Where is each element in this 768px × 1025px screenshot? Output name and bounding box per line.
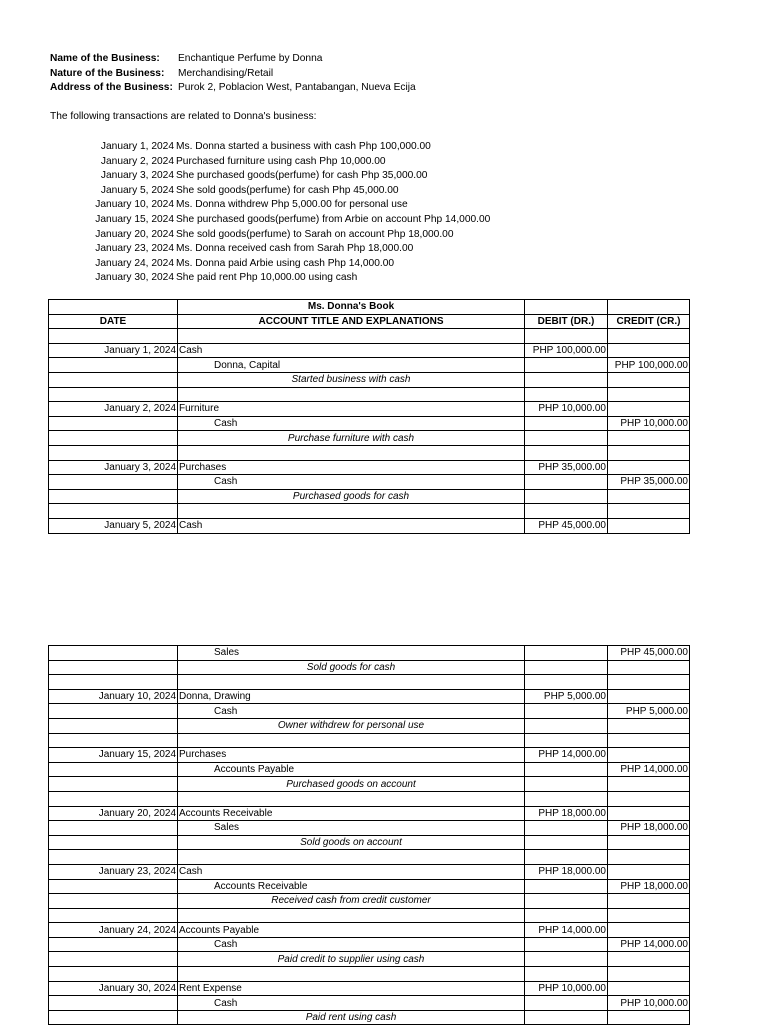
journal-row-expl bbox=[49, 952, 690, 967]
credit-amount-empty bbox=[608, 343, 690, 358]
entry-date-empty bbox=[49, 996, 178, 1011]
credit-amount: PHP 10,000.00 bbox=[608, 416, 690, 431]
journal-row-debit bbox=[49, 518, 690, 533]
blank-cell bbox=[525, 504, 608, 519]
credit-amount-empty bbox=[608, 835, 690, 850]
credit-amount-empty bbox=[608, 460, 690, 475]
journal-row-credit bbox=[49, 879, 690, 894]
explanation-cell bbox=[178, 431, 525, 446]
entry-date-empty bbox=[49, 835, 178, 850]
blank-cell bbox=[608, 967, 690, 982]
explanation-cell bbox=[178, 894, 525, 909]
blank-cell bbox=[178, 733, 525, 748]
credit-amount: PHP 45,000.00 bbox=[608, 646, 690, 661]
col-account-header: ACCOUNT TITLE AND EXPLANATIONS bbox=[178, 314, 525, 329]
journal-row-blank bbox=[49, 908, 690, 923]
explanation-text: Paid rent using cash bbox=[305, 1012, 397, 1024]
transaction-item bbox=[0, 228, 560, 243]
blank-cell bbox=[178, 504, 525, 519]
entry-date-empty bbox=[49, 777, 178, 792]
transaction-date: January 2, 2024 bbox=[100, 155, 174, 167]
debit-amount: PHP 5,000.00 bbox=[525, 689, 608, 704]
credit-account: Cash bbox=[178, 937, 525, 952]
blank-cell bbox=[49, 908, 178, 923]
journal-table-1 bbox=[48, 299, 690, 534]
transaction-item bbox=[0, 257, 560, 272]
entry-date: January 2, 2024 bbox=[49, 402, 178, 417]
explanation-text: Purchase furniture with cash bbox=[287, 432, 415, 444]
journal-table-2 bbox=[48, 645, 690, 1025]
blank-cell bbox=[608, 675, 690, 690]
transactions-list bbox=[0, 140, 560, 286]
journal-row-debit bbox=[49, 923, 690, 938]
transaction-text: She purchased goods(perfume) from Arbie on account Php 14,000.00 bbox=[176, 213, 491, 225]
debit-amount-empty bbox=[525, 894, 608, 909]
transaction-item bbox=[0, 184, 560, 199]
credit-amount-empty bbox=[608, 402, 690, 417]
blank-cell bbox=[178, 908, 525, 923]
business-address-value: Purok 2, Poblacion West, Pantabangan, Nueva Ecija bbox=[178, 82, 416, 94]
blank-cell bbox=[49, 329, 178, 344]
business-nature-label: Nature of the Business: bbox=[50, 67, 165, 79]
debit-amount-empty bbox=[525, 475, 608, 490]
entry-date-empty bbox=[49, 718, 178, 733]
credit-account: Cash bbox=[178, 475, 525, 490]
explanation-text: Purchased goods on account bbox=[286, 778, 416, 790]
credit-amount: PHP 5,000.00 bbox=[608, 704, 690, 719]
journal-row-credit bbox=[49, 646, 690, 661]
blank-cell bbox=[49, 387, 178, 402]
transaction-item bbox=[0, 242, 560, 257]
debit-account: Cash bbox=[178, 864, 525, 879]
transaction-date: January 10, 2024 bbox=[95, 199, 174, 211]
entry-date-empty bbox=[49, 372, 178, 387]
debit-amount-empty bbox=[525, 372, 608, 387]
debit-account: Furniture bbox=[178, 402, 525, 417]
transactions-intro: The following transactions are related to Donna's business: bbox=[50, 111, 317, 122]
credit-account: Donna, Capital bbox=[178, 358, 525, 373]
blank-cell bbox=[525, 675, 608, 690]
journal-row-debit bbox=[49, 402, 690, 417]
credit-amount-empty bbox=[608, 981, 690, 996]
blank-cell bbox=[178, 967, 525, 982]
journal-row-blank bbox=[49, 733, 690, 748]
entry-date: January 24, 2024 bbox=[49, 923, 178, 938]
journal-row-credit bbox=[49, 821, 690, 836]
debit-amount: PHP 10,000.00 bbox=[525, 402, 608, 417]
blank-cell bbox=[525, 445, 608, 460]
blank-cell bbox=[49, 675, 178, 690]
journal-row-credit bbox=[49, 416, 690, 431]
journal-row-credit bbox=[49, 762, 690, 777]
entry-date: January 10, 2024 bbox=[49, 689, 178, 704]
debit-amount: PHP 45,000.00 bbox=[525, 518, 608, 533]
entry-date-empty bbox=[49, 1010, 178, 1025]
entry-date-empty bbox=[49, 646, 178, 661]
explanation-text: Sold goods for cash bbox=[306, 661, 396, 673]
credit-amount: PHP 100,000.00 bbox=[608, 358, 690, 373]
transaction-item bbox=[0, 271, 560, 286]
debit-account: Accounts Receivable bbox=[178, 806, 525, 821]
explanation-cell bbox=[178, 660, 525, 675]
col-debit-header: DEBIT (DR.) bbox=[525, 314, 608, 329]
debit-amount-empty bbox=[525, 646, 608, 661]
journal-row-expl bbox=[49, 718, 690, 733]
journal-row-expl bbox=[49, 835, 690, 850]
blank-cell bbox=[608, 504, 690, 519]
explanation-cell bbox=[178, 1010, 525, 1025]
transaction-item bbox=[0, 140, 560, 155]
debit-account: Donna, Drawing bbox=[178, 689, 525, 704]
journal-row-debit bbox=[49, 981, 690, 996]
entry-date-empty bbox=[49, 358, 178, 373]
blank-cell bbox=[525, 733, 608, 748]
transaction-date: January 5, 2024 bbox=[100, 184, 174, 196]
transaction-date: January 20, 2024 bbox=[95, 228, 174, 240]
book-title: Ms. Donna's Book bbox=[178, 300, 525, 315]
credit-amount: PHP 18,000.00 bbox=[608, 821, 690, 836]
transaction-text: Purchased furniture using cash Php 10,000.00 bbox=[176, 155, 386, 167]
blank-cell bbox=[525, 850, 608, 865]
entry-date-empty bbox=[49, 660, 178, 675]
transaction-text: She sold goods(perfume) to Sarah on account Php 18,000.00 bbox=[176, 228, 454, 240]
transaction-item bbox=[0, 213, 560, 228]
credit-account: Cash bbox=[178, 416, 525, 431]
blank-cell bbox=[525, 387, 608, 402]
credit-amount-empty bbox=[608, 806, 690, 821]
journal-row-blank bbox=[49, 445, 690, 460]
blank-cell bbox=[525, 329, 608, 344]
journal-row-expl bbox=[49, 660, 690, 675]
entry-date-empty bbox=[49, 879, 178, 894]
journal-row-credit bbox=[49, 996, 690, 1011]
debit-account: Purchases bbox=[178, 748, 525, 763]
business-name-row bbox=[50, 52, 416, 67]
entry-date: January 30, 2024 bbox=[49, 981, 178, 996]
transaction-text: Ms. Donna started a business with cash Php 100,000.00 bbox=[176, 141, 431, 152]
credit-amount-empty bbox=[608, 489, 690, 504]
journal-row-blank bbox=[49, 387, 690, 402]
debit-account: Accounts Payable bbox=[178, 923, 525, 938]
business-address-label: Address of the Business: bbox=[50, 82, 173, 94]
blank-cell bbox=[178, 445, 525, 460]
journal-row-debit bbox=[49, 806, 690, 821]
transaction-date: January 15, 2024 bbox=[95, 213, 174, 225]
business-name-value: Enchantique Perfume by Donna bbox=[178, 53, 323, 64]
credit-amount-empty bbox=[608, 748, 690, 763]
journal-row-blank bbox=[49, 791, 690, 806]
journal-row-blank bbox=[49, 967, 690, 982]
credit-account: Accounts Receivable bbox=[178, 879, 525, 894]
blank-cell bbox=[608, 733, 690, 748]
blank-cell bbox=[525, 908, 608, 923]
debit-amount-empty bbox=[525, 431, 608, 446]
debit-amount-empty bbox=[525, 952, 608, 967]
blank-cell bbox=[49, 504, 178, 519]
debit-amount-empty bbox=[525, 718, 608, 733]
journal-row-debit bbox=[49, 689, 690, 704]
debit-amount-empty bbox=[525, 821, 608, 836]
credit-amount: PHP 14,000.00 bbox=[608, 937, 690, 952]
debit-amount-empty bbox=[525, 835, 608, 850]
blank-cell bbox=[49, 791, 178, 806]
journal-row-expl bbox=[49, 1010, 690, 1025]
credit-account: Cash bbox=[178, 996, 525, 1011]
debit-amount-empty bbox=[525, 777, 608, 792]
journal-row-blank bbox=[49, 504, 690, 519]
debit-amount: PHP 14,000.00 bbox=[525, 748, 608, 763]
journal-row-debit bbox=[49, 748, 690, 763]
entry-date-empty bbox=[49, 431, 178, 446]
credit-amount-empty bbox=[608, 689, 690, 704]
blank-cell bbox=[608, 329, 690, 344]
blank-cell bbox=[525, 791, 608, 806]
entry-date: January 23, 2024 bbox=[49, 864, 178, 879]
col-credit-header: CREDIT (CR.) bbox=[608, 314, 690, 329]
transaction-date: January 1, 2024 bbox=[100, 141, 174, 152]
transaction-date: January 30, 2024 bbox=[95, 272, 174, 284]
transaction-text: Ms. Donna received cash from Sarah Php 18,000.00 bbox=[176, 243, 414, 255]
debit-amount: PHP 10,000.00 bbox=[525, 981, 608, 996]
blank-cell bbox=[608, 445, 690, 460]
entry-date-empty bbox=[49, 704, 178, 719]
explanation-text: Paid credit to supplier using cash bbox=[277, 953, 425, 965]
credit-amount-empty bbox=[608, 660, 690, 675]
entry-date-empty bbox=[49, 489, 178, 504]
entry-date-empty bbox=[49, 416, 178, 431]
journal-row-expl bbox=[49, 894, 690, 909]
business-info bbox=[50, 52, 416, 96]
transaction-date: January 24, 2024 bbox=[95, 257, 174, 269]
journal-row-blank bbox=[49, 675, 690, 690]
transaction-text: She sold goods(perfume) for cash Php 45,000.00 bbox=[176, 184, 399, 196]
debit-amount: PHP 18,000.00 bbox=[525, 864, 608, 879]
credit-amount: PHP 14,000.00 bbox=[608, 762, 690, 777]
journal-row-blank bbox=[49, 329, 690, 344]
journal-row-expl bbox=[49, 372, 690, 387]
col-date-header: DATE bbox=[49, 314, 178, 329]
transaction-date: January 23, 2024 bbox=[95, 243, 174, 255]
journal-row-credit bbox=[49, 475, 690, 490]
transaction-item bbox=[0, 169, 560, 184]
blank-cell bbox=[49, 733, 178, 748]
blank-cell bbox=[608, 850, 690, 865]
debit-amount-empty bbox=[525, 704, 608, 719]
entry-date-empty bbox=[49, 894, 178, 909]
journal-title-row bbox=[49, 300, 690, 315]
debit-amount: PHP 18,000.00 bbox=[525, 806, 608, 821]
journal-row-expl bbox=[49, 489, 690, 504]
credit-amount: PHP 10,000.00 bbox=[608, 996, 690, 1011]
journal-row-blank bbox=[49, 850, 690, 865]
transaction-item bbox=[0, 155, 560, 170]
credit-amount-empty bbox=[608, 777, 690, 792]
entry-date: January 3, 2024 bbox=[49, 460, 178, 475]
journal-row-credit bbox=[49, 358, 690, 373]
debit-amount-empty bbox=[525, 358, 608, 373]
blank-cell bbox=[49, 850, 178, 865]
debit-amount: PHP 100,000.00 bbox=[525, 343, 608, 358]
blank-cell bbox=[178, 850, 525, 865]
explanation-cell bbox=[178, 777, 525, 792]
debit-account: Purchases bbox=[178, 460, 525, 475]
entry-date-empty bbox=[49, 475, 178, 490]
journal-row-debit bbox=[49, 864, 690, 879]
debit-amount-empty bbox=[525, 489, 608, 504]
blank-cell bbox=[178, 791, 525, 806]
credit-account: Accounts Payable bbox=[178, 762, 525, 777]
explanation-cell bbox=[178, 372, 525, 387]
business-nature-row bbox=[50, 67, 416, 82]
credit-account: Sales bbox=[178, 821, 525, 836]
entry-date: January 5, 2024 bbox=[49, 518, 178, 533]
blank-cell bbox=[608, 791, 690, 806]
debit-amount-empty bbox=[525, 996, 608, 1011]
debit-account: Rent Expense bbox=[178, 981, 525, 996]
blank-cell bbox=[608, 908, 690, 923]
credit-amount-empty bbox=[608, 518, 690, 533]
debit-amount-empty bbox=[525, 660, 608, 675]
transaction-date: January 3, 2024 bbox=[100, 170, 174, 182]
entry-date: January 1, 2024 bbox=[49, 343, 178, 358]
debit-amount: PHP 35,000.00 bbox=[525, 460, 608, 475]
entry-date: January 20, 2024 bbox=[49, 806, 178, 821]
explanation-text: Owner withdrew for personal use bbox=[277, 720, 425, 732]
credit-amount-empty bbox=[608, 864, 690, 879]
debit-amount-empty bbox=[525, 416, 608, 431]
blank-cell bbox=[49, 967, 178, 982]
journal-row-credit bbox=[49, 704, 690, 719]
business-name-label: Name of the Business: bbox=[50, 53, 160, 64]
debit-account: Cash bbox=[178, 343, 525, 358]
transaction-text: Ms. Donna withdrew Php 5,000.00 for personal use bbox=[176, 199, 408, 211]
explanation-text: Purchased goods for cash bbox=[292, 491, 410, 503]
credit-amount-empty bbox=[608, 718, 690, 733]
entry-date-empty bbox=[49, 937, 178, 952]
explanation-text: Started business with cash bbox=[291, 374, 411, 386]
explanation-cell bbox=[178, 718, 525, 733]
explanation-cell bbox=[178, 489, 525, 504]
debit-amount-empty bbox=[525, 762, 608, 777]
transaction-text: Ms. Donna paid Arbie using cash Php 14,000.00 bbox=[176, 257, 395, 269]
business-nature-value: Merchandising/Retail bbox=[178, 67, 274, 79]
blank-cell bbox=[49, 445, 178, 460]
journal-header-row bbox=[49, 314, 690, 329]
transaction-text: She paid rent Php 10,000.00 using cash bbox=[176, 272, 358, 284]
credit-amount: PHP 35,000.00 bbox=[608, 475, 690, 490]
blank-cell bbox=[178, 675, 525, 690]
debit-amount-empty bbox=[525, 937, 608, 952]
blank-cell bbox=[178, 387, 525, 402]
credit-amount-empty bbox=[608, 431, 690, 446]
blank-cell bbox=[525, 967, 608, 982]
entry-date: January 15, 2024 bbox=[49, 748, 178, 763]
credit-amount: PHP 18,000.00 bbox=[608, 879, 690, 894]
debit-amount-empty bbox=[525, 1010, 608, 1025]
explanation-text: Sold goods on account bbox=[300, 837, 402, 849]
explanation-cell bbox=[178, 952, 525, 967]
entry-date-empty bbox=[49, 821, 178, 836]
credit-account: Cash bbox=[178, 704, 525, 719]
credit-amount-empty bbox=[608, 372, 690, 387]
transaction-text: She purchased goods(perfume) for cash Php 35,000.00 bbox=[176, 170, 428, 182]
journal-row-debit bbox=[49, 460, 690, 475]
journal-row-expl bbox=[49, 777, 690, 792]
blank-cell bbox=[608, 387, 690, 402]
credit-amount-empty bbox=[608, 894, 690, 909]
blank-cell bbox=[178, 329, 525, 344]
credit-account: Sales bbox=[178, 646, 525, 661]
journal-row-credit bbox=[49, 937, 690, 952]
entry-date-empty bbox=[49, 762, 178, 777]
explanation-text: Received cash from credit customer bbox=[271, 895, 431, 907]
journal-row-expl bbox=[49, 431, 690, 446]
explanation-cell bbox=[178, 835, 525, 850]
transaction-item bbox=[0, 198, 560, 213]
credit-amount-empty bbox=[608, 952, 690, 967]
business-address-row bbox=[50, 81, 416, 96]
credit-amount-empty bbox=[608, 923, 690, 938]
credit-amount-empty bbox=[608, 1010, 690, 1025]
debit-amount-empty bbox=[525, 879, 608, 894]
debit-amount: PHP 14,000.00 bbox=[525, 923, 608, 938]
debit-account: Cash bbox=[178, 518, 525, 533]
entry-date-empty bbox=[49, 952, 178, 967]
journal-row-debit bbox=[49, 343, 690, 358]
